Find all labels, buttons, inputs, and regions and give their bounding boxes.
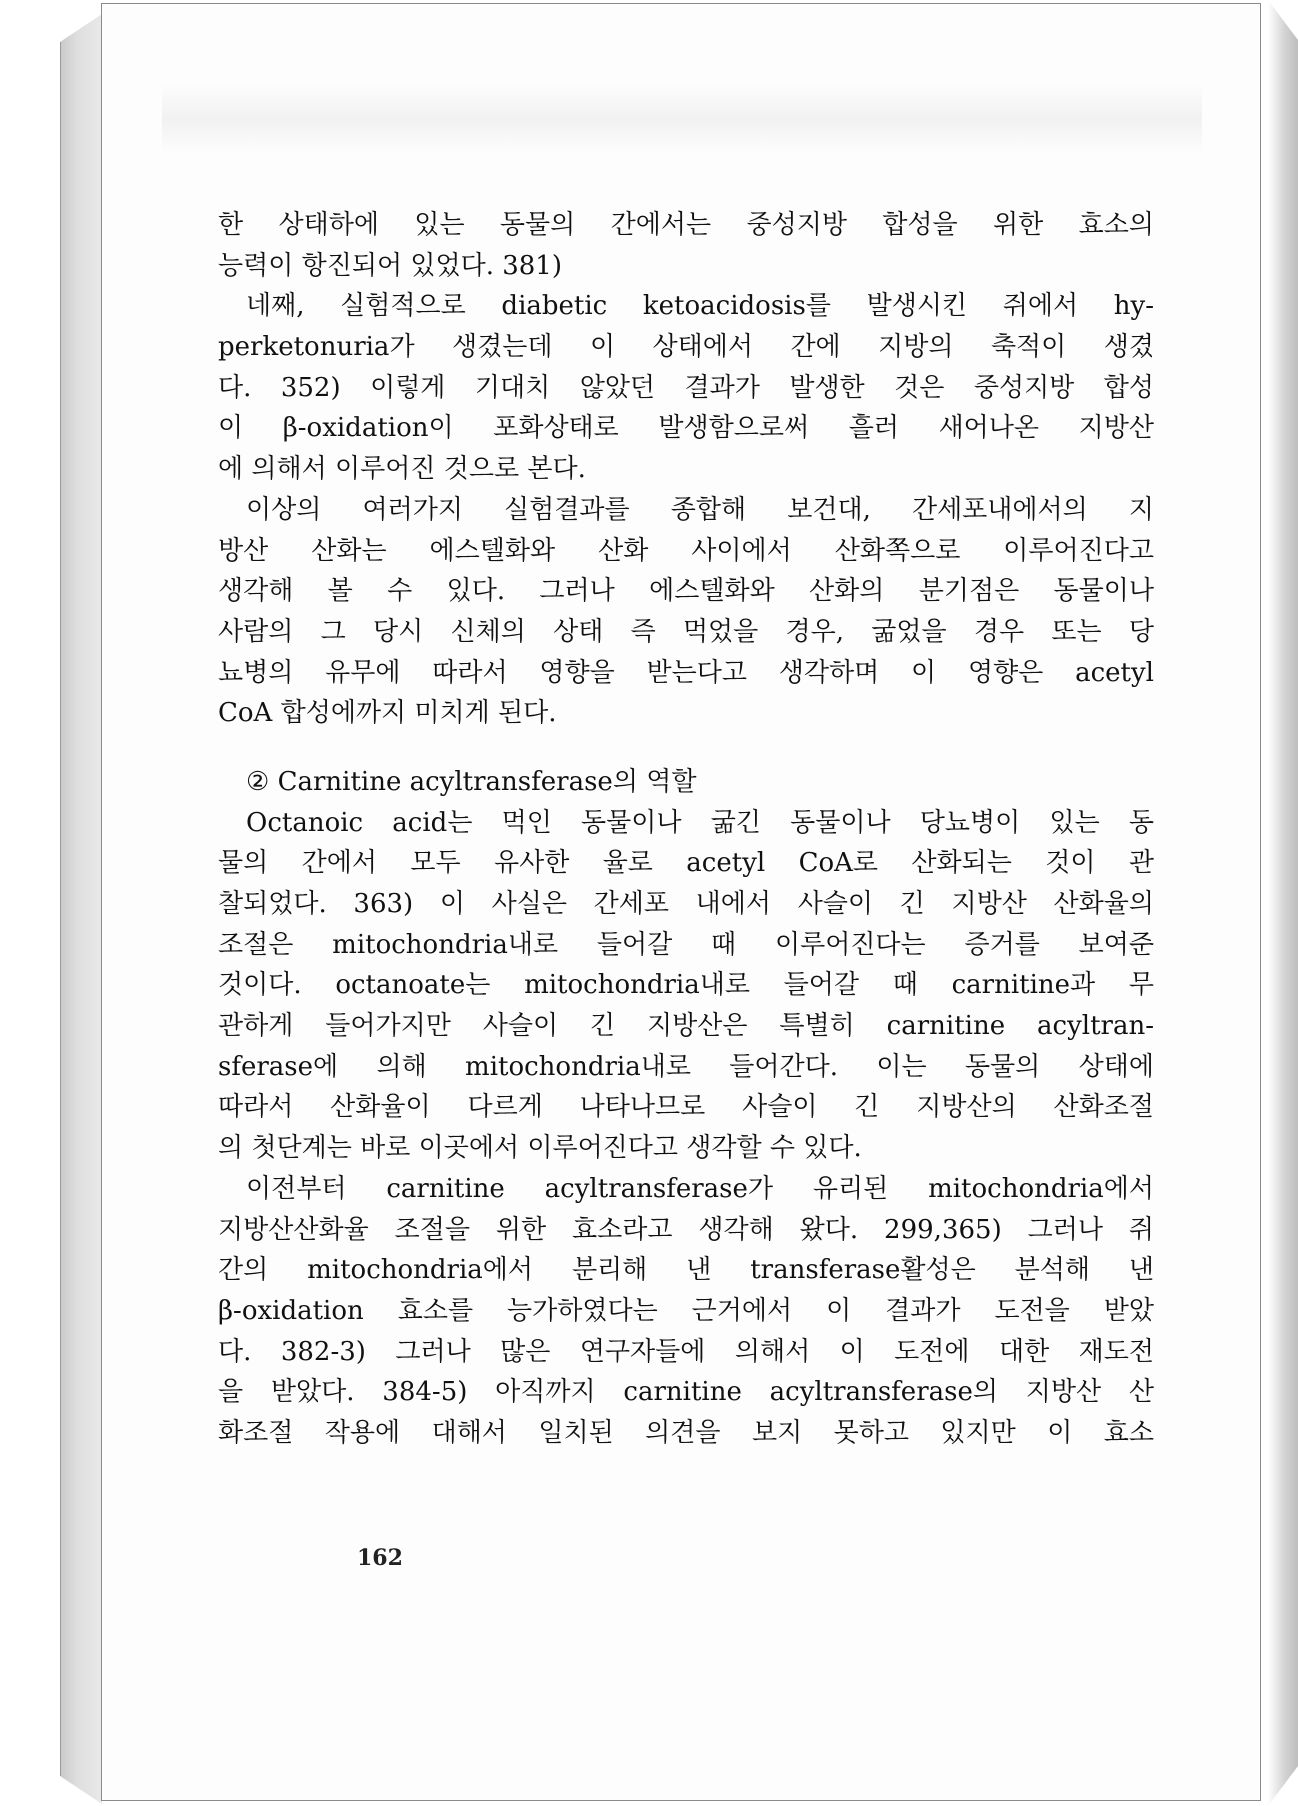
spine-edge-line: [60, 42, 61, 1776]
text-line: 의 첫단계는 바로 이곳에서 이루어진다고 생각할 수 있다.: [218, 1133, 862, 1164]
text-line: 조절은 mitochondria내로 들어갈 때 이루어진다는 증거를 보여준: [218, 929, 1154, 960]
book-spine: [60, 14, 102, 1804]
text-line: 한 상태하에 있는 동물의 간에서는 중성지방 합성을 위한 효소의: [218, 210, 1154, 240]
page-edge-shadow: [1268, 0, 1298, 1806]
text-line: 이 β-oxidation이 포화상태로 발생함으로써 흘러 새어나온 지방산: [218, 413, 1154, 444]
text-line: 간의 mitochondria에서 분리해 낸 transferase활성은 분석해 낸: [218, 1255, 1154, 1286]
text-line: 것이다. octanoate는 mitochondria내로 들어갈 때 carnitine과 무: [218, 970, 1154, 1001]
text-line: sferase에 의해 mitochondria내로 들어간다. 이는 동물의 상태에: [218, 1051, 1154, 1082]
text-line: 능력이 항진되어 있었다. 381): [218, 250, 562, 281]
body-text: [218, 205, 1154, 1454]
text-line: Octanoic acid는 먹인 동물이나 굶긴 동물이나 당뇨병이 있는 동: [246, 807, 1154, 838]
text-line: 다. 352) 이렇게 기대치 않았던 결과가 발생한 것은 중성지방 합성: [218, 372, 1154, 403]
text-line: 에 의해서 이루어진 것으로 본다.: [218, 454, 586, 485]
text-line: 다. 382-3) 그러나 많은 연구자들에 의해서 이 도전에 대한 재도전: [218, 1336, 1154, 1367]
text-line: β-oxidation 효소를 능가하였다는 근거에서 이 결과가 도전을 받았: [218, 1295, 1154, 1326]
scan-shading: [162, 84, 1202, 154]
text-line: perketonuria가 생겼는데 이 상태에서 간에 지방의 축적이 생겼: [218, 332, 1154, 363]
text-line: 뇨병의 유무에 따라서 영향을 받는다고 생각하며 이 영향은 acetyl: [218, 657, 1154, 688]
text-line: 이상의 여러가지 실험결과를 종합해 보건대, 간세포내에서의 지: [246, 494, 1154, 525]
text-line: 관하게 들어가지만 사슬이 긴 지방산은 특별히 carnitine acyltran-: [218, 1011, 1154, 1042]
text-line: 지방산산화율 조절을 위한 효소라고 생각해 왔다. 299,365) 그러나 쥐: [218, 1214, 1154, 1245]
text-line: 생각해 볼 수 있다. 그러나 에스텔화와 산화의 분기점은 동물이나: [218, 576, 1154, 607]
page-number: 162: [357, 1545, 403, 1571]
text-line: CoA 합성에까지 미치게 된다.: [218, 698, 557, 729]
text-line: 방산 산화는 에스텔화와 산화 사이에서 산화쪽으로 이루어진다고: [218, 535, 1154, 566]
text-line: 화조절 작용에 대해서 일치된 의견을 보지 못하고 있지만 이 효소: [218, 1417, 1154, 1448]
text-line: 이전부터 carnitine acyltransferase가 유리된 mitochondria에서: [246, 1173, 1154, 1204]
text-line: 을 받았다. 384-5) 아직까지 carnitine acyltransferase의 지방산 산: [218, 1377, 1154, 1408]
text-line: 사람의 그 당시 신체의 상태 즉 먹었을 경우, 굶었을 경우 또는 당: [218, 616, 1154, 647]
section-heading: ② Carnitine acyltransferase의 역할: [246, 766, 697, 797]
text-line: 찰되었다. 363) 이 사실은 간세포 내에서 사슬이 긴 지방산 산화율의: [218, 889, 1154, 919]
text-line: 네째, 실험적으로 diabetic ketoacidosis를 발생시킨 쥐에서 hy-: [246, 291, 1154, 322]
text-line: 물의 간에서 모두 유사한 율로 acetyl CoA로 산화되는 것이 관: [218, 848, 1154, 879]
text-line: 따라서 산화율이 다르게 나타나므로 사슬이 긴 지방산의 산화조절: [218, 1092, 1154, 1123]
